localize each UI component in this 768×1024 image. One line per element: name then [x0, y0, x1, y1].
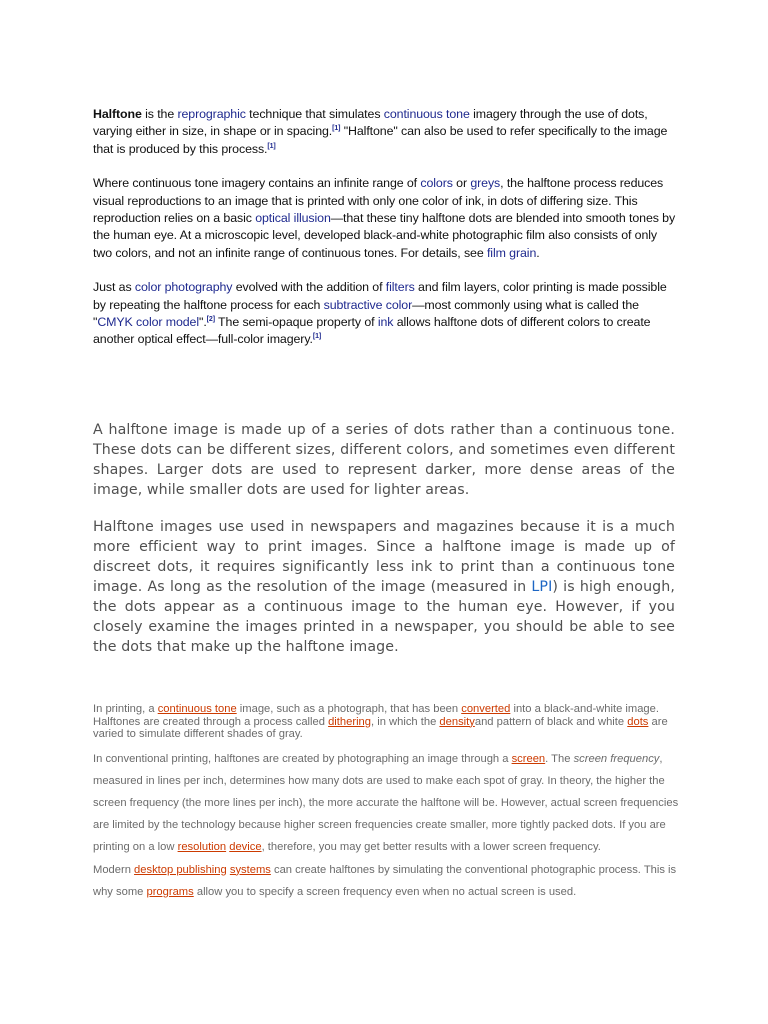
link-filters[interactable]: filters	[385, 280, 415, 295]
text: .	[536, 245, 540, 260]
link-converted[interactable]: converted	[461, 703, 511, 715]
text: , therefore, you may get better results with a lower screen frequency.	[261, 841, 601, 854]
text: technique that simulates	[245, 107, 384, 121]
text: The semi-opaque property of	[214, 315, 378, 330]
term-screen-frequency: screen frequency	[573, 752, 660, 765]
text: allows halftone dots of different colors to create another optical effect—full-color imagery.	[93, 315, 651, 347]
link-continuous-tone[interactable]: continuous tone	[157, 703, 237, 715]
paragraph-printing-definition	[93, 703, 679, 741]
link-systems[interactable]: systems	[229, 863, 271, 876]
text: imagery through the use of dots, varying either in size, in shape or in spacing.	[93, 107, 648, 139]
paragraph-halftone-newspapers	[93, 517, 675, 657]
text: into a black-and-white image. Halftones are created through a process called	[93, 703, 659, 728]
citation-2[interactable]: [2]	[206, 316, 215, 324]
text: —most commonly using what is called the "	[93, 297, 639, 330]
text: "Halftone" can also be used to refer specifically to the image that is produced by this process.	[93, 124, 668, 156]
link-lpi[interactable]: LPI	[531, 579, 553, 595]
paragraph-screen-frequency	[93, 748, 679, 859]
paragraph-desktop-publishing	[93, 859, 679, 903]
text: ".	[199, 315, 207, 330]
techterms-excerpt	[93, 420, 675, 674]
text: In conventional printing, halftones are created by photographing an image through a	[93, 752, 512, 765]
link-density[interactable]: density	[439, 715, 475, 728]
text: Halftone images use used in newspapers and magazines because it is a much more efficient way to print images. Since a halftone image is made up of discreet dots, it requires significantly less ink to print than a continuous tone image. As long as the resolution of the image (measured in	[93, 519, 675, 595]
text: Modern	[93, 863, 135, 876]
link-subtractive-color[interactable]: subtractive color	[323, 297, 413, 312]
paragraph-halftone-definition	[93, 106, 677, 158]
link-cmyk-color-model[interactable]: CMYK color model	[97, 315, 200, 330]
text: ) is high enough, the dots appear as a continuous image to the human eye. However, if you closely examine the images printed in a newspaper, you should be able to see the dots that make up the halftone image.	[93, 579, 675, 655]
text: or	[452, 176, 471, 191]
link-colors[interactable]: colors	[420, 176, 453, 191]
webopedia-excerpt	[93, 703, 679, 903]
link-reprographic[interactable]: reprographic	[177, 107, 246, 121]
wikipedia-excerpt	[93, 106, 677, 366]
link-greys[interactable]: greys	[470, 176, 501, 191]
text: and pattern of black and white	[474, 715, 628, 728]
text: . The	[545, 752, 574, 765]
text: is the	[141, 107, 178, 121]
text: Where continuous tone imagery contains an infinite range of	[93, 176, 421, 191]
text: , measured in lines per inch, determines how many dots are used to make each spot of gray. In theory, the higher the screen frequency (the more lines per inch), the more accurate the halftone will be. However, actual screen frequencies are limited by the technology because higher screen frequencies create smaller, more tightly packed dots. If you are printing on a low	[93, 752, 679, 854]
link-device[interactable]: device	[229, 841, 262, 854]
text: —that these tiny halftone dots are blended into smooth tones by the human eye. At a microscopic level, developed black-and-white photographic film also consists of only two colors, and not an infinite range of continuous tones. For details, see	[93, 211, 676, 260]
link-resolution[interactable]: resolution	[177, 841, 227, 854]
text: evolved with the addition of	[232, 280, 386, 295]
citation-1[interactable]: [1]	[312, 333, 322, 341]
link-screen[interactable]: screen	[511, 752, 546, 765]
text: , in which the	[371, 715, 440, 728]
link-desktop-publishing[interactable]: desktop publishing	[134, 863, 227, 876]
text: allow you to specify a screen frequency even when no actual screen is used.	[193, 885, 577, 898]
link-ink[interactable]: ink	[377, 315, 394, 330]
link-dithering[interactable]: dithering	[328, 715, 371, 728]
text: can create halftones by simulating the conventional photographic process. This is why some	[93, 863, 677, 898]
paragraph-color-printing	[93, 279, 677, 349]
paragraph-continuous-tone	[93, 175, 677, 262]
link-film-grain[interactable]: film grain	[486, 245, 537, 260]
paragraph-halftone-dots: A halftone image is made up of a series of dots rather than a continuous tone. These dots can be different sizes, different colors, and sometimes even different shapes. Larger dots are used to represent darker, more dense areas of the image, while smaller dots are used for lighter areas.	[93, 422, 675, 498]
link-dots[interactable]: dots	[627, 715, 649, 728]
citation-1[interactable]: [1]	[267, 142, 276, 150]
text: image, such as a photograph, that has been	[236, 703, 462, 715]
text: Just as	[93, 280, 135, 295]
text: , the halftone process reduces visual reproductions to an image that is printed with only one color of ink, in dots of differing size. This reproduction relies on a basic	[93, 176, 664, 226]
link-programs[interactable]: programs	[146, 885, 194, 898]
link-color-photography[interactable]: color photography	[134, 280, 233, 295]
text: In printing, a	[93, 703, 158, 715]
text: and film layers, color printing is made possible by repeating the halftone process for each	[93, 280, 667, 312]
link-continuous-tone[interactable]: continuous tone	[383, 107, 470, 121]
term-halftone: Halftone	[93, 107, 142, 121]
link-optical-illusion[interactable]: optical illusion	[255, 211, 331, 226]
citation-1[interactable]: [1]	[332, 125, 341, 133]
text: are varied to simulate different shades of gray.	[93, 715, 668, 740]
